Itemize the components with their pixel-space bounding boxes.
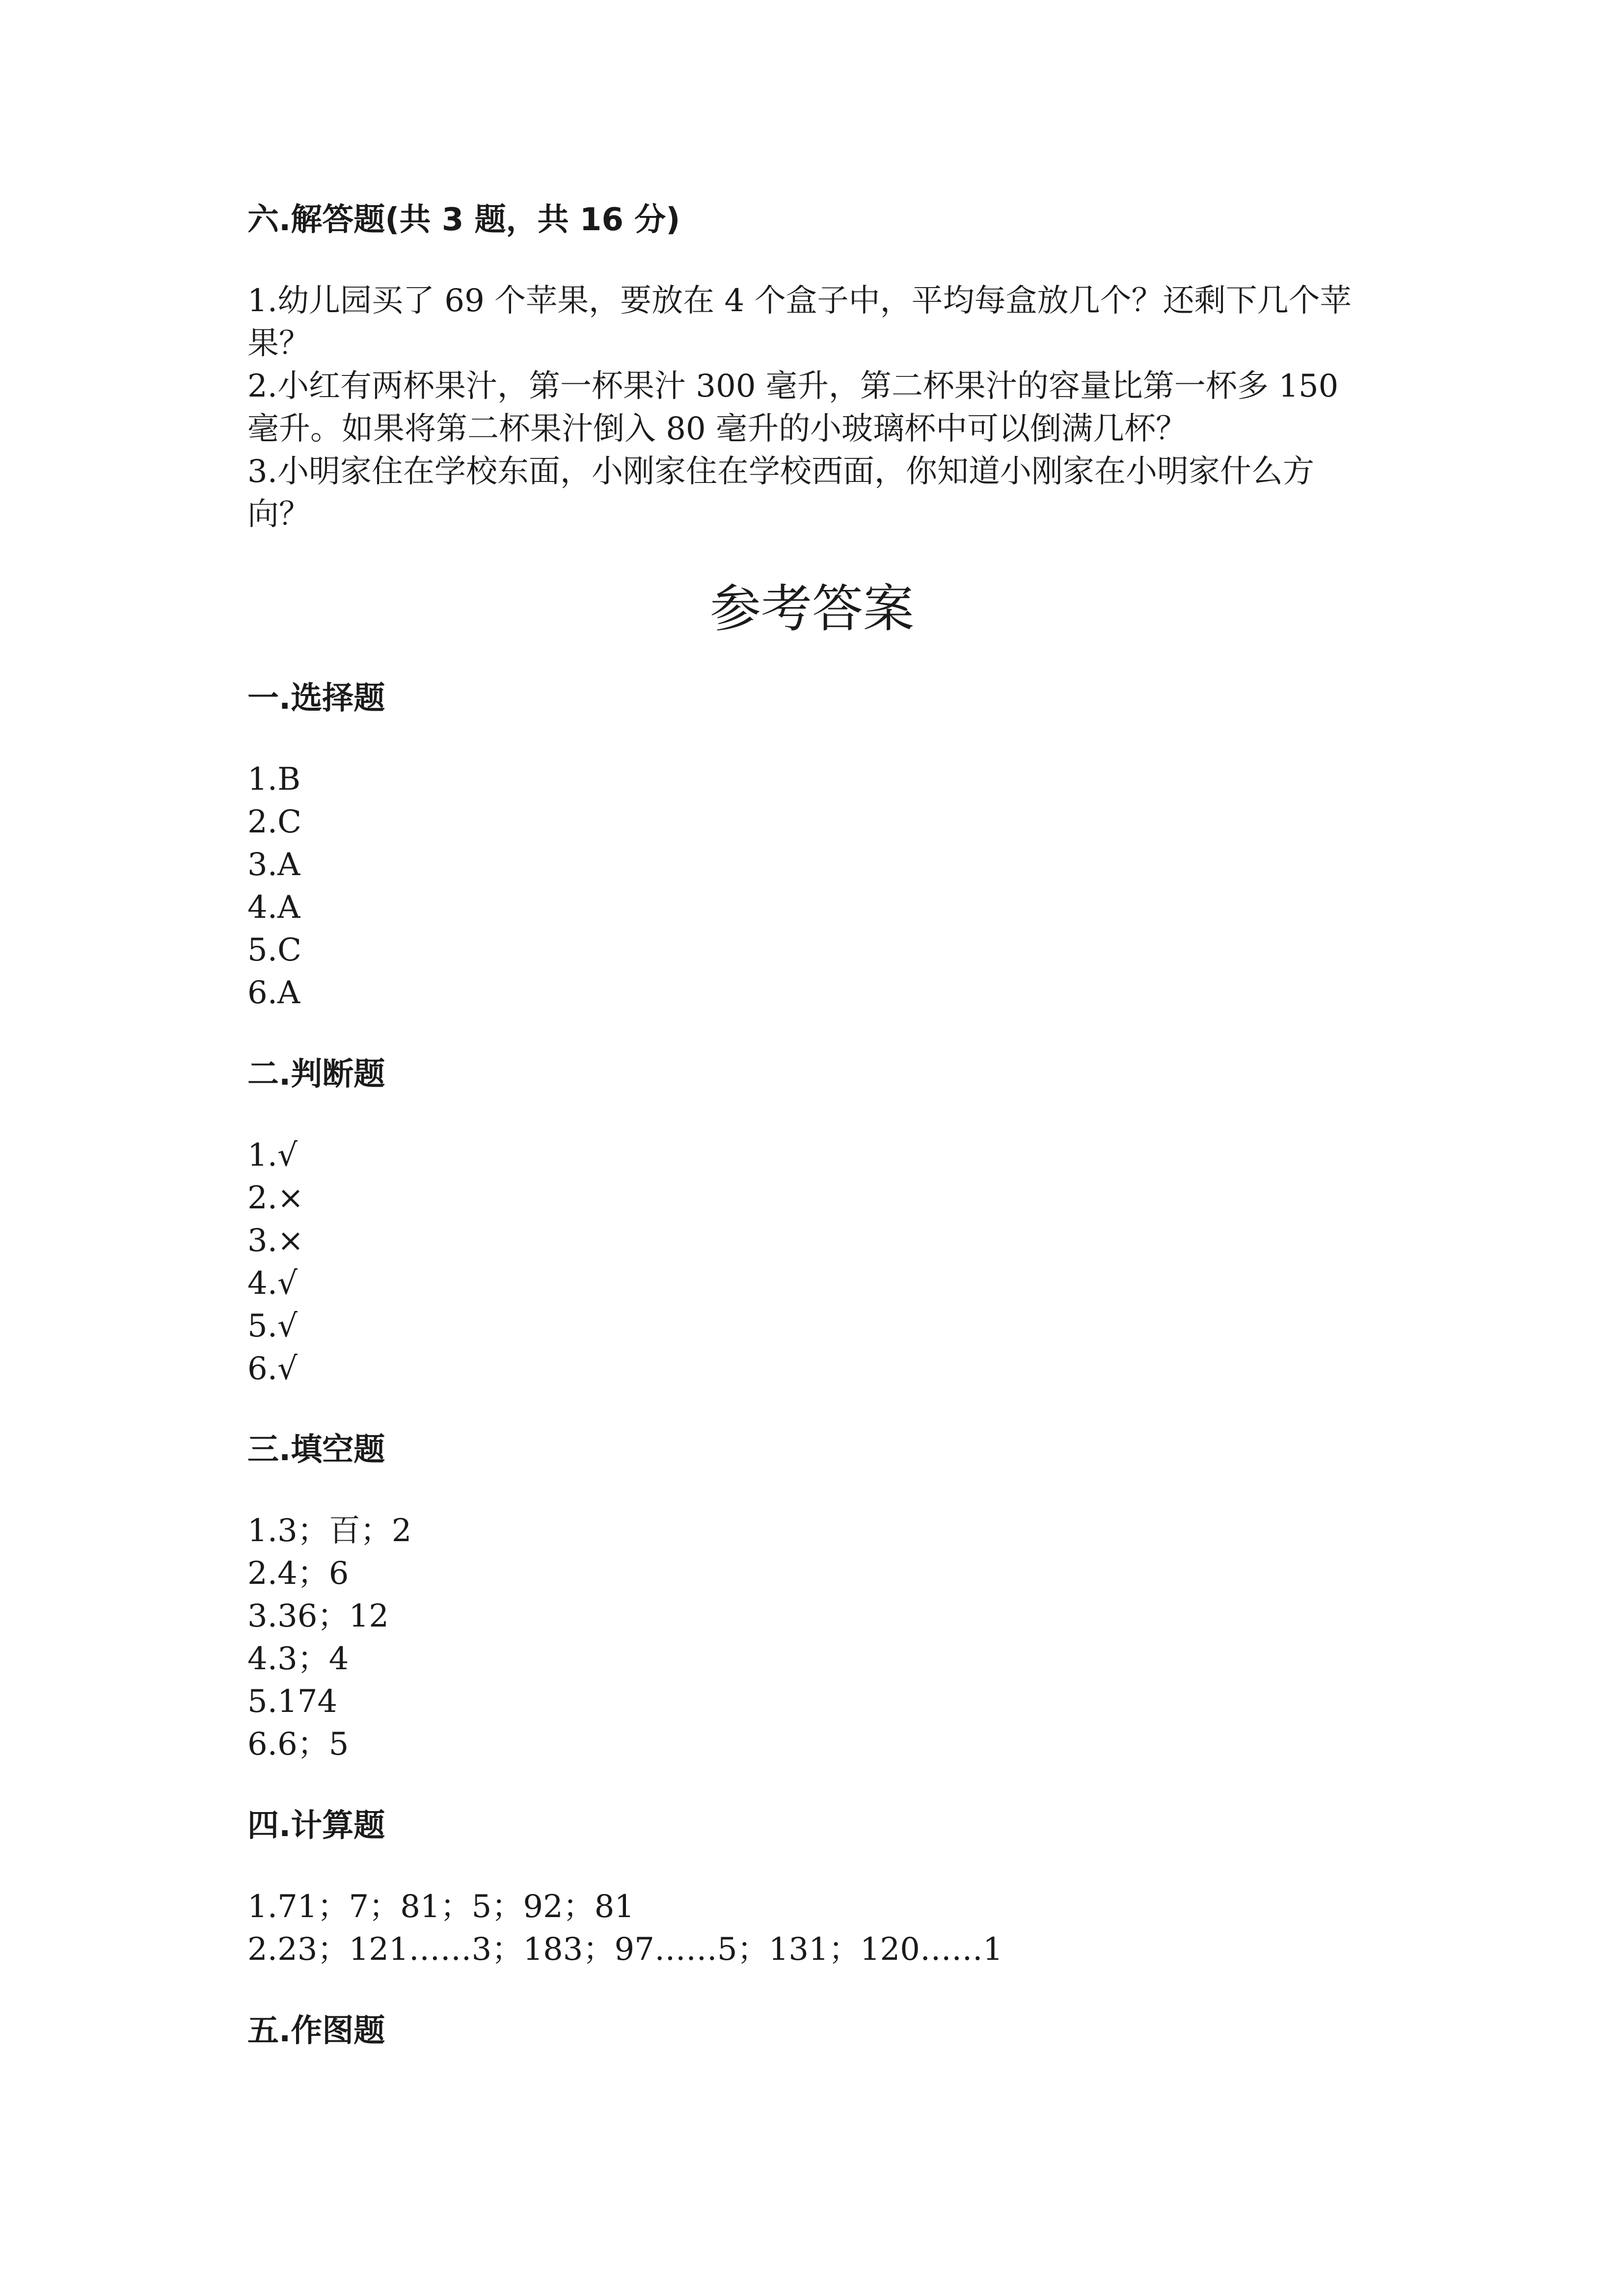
section-heading-solve: 六.解答题(共 3 题，共 16 分) — [247, 202, 680, 238]
question-line: 3.小明家住在学校东面，小刚家住在学校西面，你知道小刚家在小明家什么方 — [247, 454, 1315, 490]
section-heading-calc: 四.计算题 — [247, 1808, 385, 1844]
answer-list-choice — [247, 758, 301, 1015]
list-item: 4.A — [247, 889, 300, 926]
list-item: 4.√ — [247, 1265, 298, 1302]
answers-title: 参考答案 — [709, 579, 914, 639]
section-heading-fill: 三.填空题 — [247, 1432, 385, 1468]
question-line: 2.小红有两杯果汁，第一杯果汁 300 毫升，第二杯果汁的容量比第一杯多 150 — [247, 368, 1339, 404]
question-line: 向？ — [247, 496, 310, 533]
section-heading-judge: 二.判断题 — [247, 1056, 385, 1093]
list-item: 5.174 — [247, 1683, 338, 1720]
list-item: 1.3；百；2 — [247, 1513, 412, 1549]
list-item: 3.× — [247, 1223, 304, 1259]
list-item: 2.4；6 — [247, 1555, 349, 1592]
question-line: 果？ — [247, 325, 310, 362]
question-line: 1.幼儿园买了 69 个苹果，要放在 4 个盒子中，平均每盒放几个？还剩下几个苹 — [247, 283, 1352, 319]
list-item: 5.√ — [247, 1308, 298, 1344]
list-item: 3.36；12 — [247, 1598, 389, 1634]
list-item: 6.6；5 — [247, 1726, 349, 1762]
list-item: 2.× — [247, 1180, 304, 1216]
list-item: 4.3；4 — [247, 1641, 349, 1677]
question-line: 毫升。如果将第二杯果汁倒入 80 毫升的小玻璃杯中可以倒满几杯？ — [247, 411, 1188, 447]
section-heading-draw: 五.作图题 — [247, 2013, 385, 2049]
answer-list-judge — [247, 1134, 304, 1390]
list-item: 2.C — [247, 804, 302, 840]
list-item: 1.71；7；81；5；92；81 — [247, 1889, 635, 1925]
list-item: 3.A — [247, 847, 300, 883]
list-item: 2.23；121……3；183；97……5；131；120……1 — [247, 1931, 1003, 1968]
list-item: 1.B — [247, 761, 301, 798]
list-item: 1.√ — [247, 1137, 298, 1174]
section-heading-choice: 一.选择题 — [247, 680, 385, 717]
list-item: 6.A — [247, 975, 300, 1011]
list-item: 5.C — [247, 932, 302, 968]
answer-list-fill — [247, 1510, 412, 1766]
list-item: 6.√ — [247, 1351, 298, 1387]
answer-list-calc — [247, 1886, 1003, 1971]
